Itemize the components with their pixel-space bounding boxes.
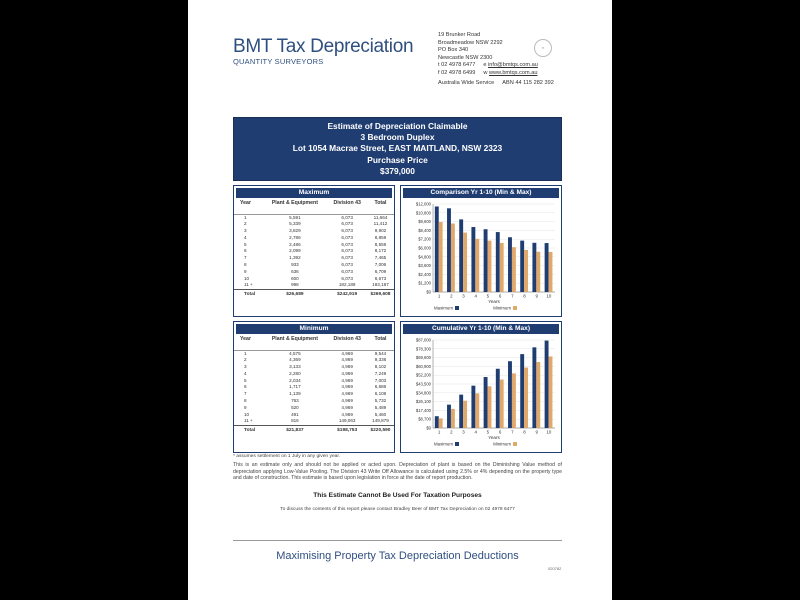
table-row	[234, 378, 394, 385]
contact-line: To discuss the contents of this report please contact Bradley Beer of BMT Tax Depreciation on 02 4978 6477	[280, 507, 515, 512]
minimum-table-panel	[233, 321, 395, 453]
address-line: 19 Brunker Road	[438, 32, 481, 38]
bar-minimum-year-5	[488, 386, 492, 428]
x-tick-label: 2	[450, 429, 453, 435]
bar-maximum-year-2	[447, 405, 451, 428]
table-row	[234, 384, 394, 391]
bar-minimum-year-4	[475, 393, 479, 428]
total-cell: Total	[234, 426, 262, 436]
bar-minimum-year-5	[488, 241, 492, 292]
table-cell: 2	[244, 221, 247, 227]
col-header: Division 43	[327, 334, 367, 350]
total-cell: $220,590	[367, 426, 394, 436]
table-cell: 4,969	[341, 404, 353, 410]
bar-minimum-year-9	[536, 252, 540, 292]
col-header: Plant & Equipment	[262, 334, 327, 350]
col-header: Total	[367, 198, 394, 214]
x-tick-label: 1	[437, 429, 441, 435]
bar-maximum-year-5	[484, 229, 488, 292]
table-cell: 9,902	[374, 228, 387, 234]
y-tick-label: $7,200	[418, 236, 431, 242]
table-cell: 183,187	[372, 282, 389, 288]
y-tick-label: $43,500	[415, 381, 431, 387]
total-cell: $198,753	[327, 426, 367, 436]
title-line: 3 Bedroom Duplex	[360, 132, 435, 143]
table-cell: 4,969	[341, 350, 353, 356]
x-tick-label: 5	[486, 429, 490, 435]
table-cell: 149,879	[372, 418, 389, 424]
table-cell: 8,102	[374, 364, 387, 370]
table-cell: 1,392	[289, 255, 301, 261]
y-tick-label: $8,400	[418, 227, 431, 233]
table-row	[234, 364, 394, 371]
table-cell: 5	[244, 241, 247, 247]
table-cell: 5,591	[289, 214, 301, 220]
comparison-chart-title: Comparison Yr 1-10 (Min & Max)	[403, 188, 559, 198]
title-line: Lot 1054 Macrae Street, EAST MAITLAND, NSW 2323	[292, 143, 503, 154]
col-header: Year	[234, 198, 262, 214]
table-row	[234, 262, 394, 269]
legend-label: Maximum	[433, 305, 453, 311]
title-line: Estimate of Depreciation Claimable	[327, 121, 468, 131]
table-cell: 4	[244, 370, 247, 376]
table-cell: 6,073	[341, 221, 353, 227]
bar-maximum-year-2	[447, 208, 451, 292]
col-header: Division 43	[327, 198, 367, 214]
table-row	[234, 391, 394, 398]
table-cell: 6,673	[374, 275, 387, 281]
table-cell: 6,073	[341, 228, 353, 234]
company-logo	[233, 36, 413, 66]
table-cell: 6,073	[341, 275, 353, 281]
table-row	[234, 276, 394, 283]
y-tick-label: $78,300	[415, 346, 431, 352]
x-tick-label: 9	[535, 293, 538, 299]
x-tick-label: 4	[474, 429, 477, 435]
purchase-price: $379,000	[380, 165, 415, 176]
table-cell: 9	[244, 404, 247, 410]
website-link[interactable]: www.bmtqs.com.au	[488, 69, 538, 76]
divider	[233, 540, 562, 541]
total-cell: $21,837	[262, 426, 327, 436]
table-cell: 1	[244, 214, 247, 220]
y-tick-label: $10,800	[415, 210, 431, 216]
table-cell: 6	[244, 248, 247, 254]
disclaimer: This is an estimate only and should not be applied or acted upon. Depreciation of plant is based on the Diminishing Value method of depreciation applying Low-Value Pooling. The Division 43 Write Off Allowance is calculated using 2.5% or 4% depending on the property type and date of construction. This estimate is based upon legislation in force at the date of report production.	[233, 462, 562, 482]
table-cell: 8,559	[374, 241, 387, 247]
y-tick-label: $0	[426, 289, 431, 295]
abn: ABN 44 115 282 392	[502, 79, 554, 86]
table-cell: 6,108	[374, 391, 387, 397]
table-cell: 6,073	[341, 268, 353, 274]
table-cell: 4,969	[341, 377, 353, 383]
fax-label: f	[438, 69, 440, 76]
bar-maximum-year-1	[435, 416, 439, 428]
table-cell: 4,969	[341, 398, 353, 404]
y-tick-label: $17,400	[415, 407, 431, 413]
table-cell: 933	[291, 262, 299, 268]
y-tick-label: $9,600	[418, 219, 431, 225]
table-cell: 4	[244, 234, 247, 240]
address-line: PO Box 340	[438, 47, 469, 54]
table-cell: 2,099	[289, 248, 301, 254]
logo-bmt: BMT	[233, 36, 272, 57]
table-row	[234, 412, 394, 419]
col-header: Total	[367, 334, 394, 350]
table-row	[234, 228, 394, 235]
table-cell: 8	[244, 398, 247, 404]
y-tick-label: $34,800	[415, 390, 431, 396]
table-cell: 9	[244, 268, 247, 274]
table-cell: 5,489	[374, 404, 387, 410]
x-tick-label: 5	[486, 293, 490, 299]
table-cell: 11 +	[244, 418, 253, 424]
cumulative-chart-title: Cumulative Yr 1-10 (Min & Max)	[403, 324, 559, 334]
bar-minimum-year-4	[475, 239, 479, 292]
bar-maximum-year-5	[484, 377, 488, 428]
table-row	[234, 371, 394, 378]
comparison-chart	[401, 198, 561, 316]
total-cell: Total	[234, 290, 262, 300]
table-cell: 4,969	[341, 357, 353, 363]
bar-maximum-year-8	[520, 354, 524, 428]
table-cell: 2,280	[289, 370, 301, 376]
bar-minimum-year-6	[500, 380, 504, 428]
total-cell: $269,608	[367, 290, 394, 300]
y-tick-label: $60,900	[415, 363, 431, 369]
table-cell: 182,189	[338, 282, 356, 288]
seal-icon: ●	[534, 39, 552, 57]
table-cell: 8	[244, 262, 247, 268]
bar-minimum-year-6	[500, 243, 504, 292]
bar-maximum-year-3	[459, 219, 463, 292]
bar-minimum-year-10	[549, 356, 553, 428]
x-tick-label: 6	[498, 293, 502, 299]
table-cell: 7,465	[374, 255, 387, 261]
table-cell: 4,969	[341, 384, 353, 390]
bar-minimum-year-7	[512, 373, 516, 428]
web-label: w	[483, 69, 488, 76]
y-tick-label: $12,000	[415, 201, 431, 207]
x-tick-label: 7	[511, 293, 514, 299]
phone: 02 4978 6477	[441, 62, 476, 69]
bar-maximum-year-10	[545, 341, 549, 428]
table-cell: 6,686	[374, 384, 387, 390]
y-tick-label: $2,400	[418, 271, 431, 277]
bar-minimum-year-2	[451, 409, 455, 428]
col-header: Year	[234, 334, 262, 350]
table-cell: 816	[291, 418, 299, 424]
table-cell: 636	[291, 268, 299, 274]
table-cell: 5,339	[289, 221, 301, 227]
maximum-heading: Maximum	[236, 188, 392, 198]
phone-label: t	[438, 62, 440, 69]
y-tick-label: $52,200	[415, 372, 431, 378]
table-cell: 4,969	[341, 411, 353, 417]
table-cell: 11,664	[373, 214, 388, 220]
bar-maximum-year-4	[471, 227, 475, 292]
bar-minimum-year-3	[463, 401, 467, 428]
y-tick-label: $87,000	[415, 337, 431, 343]
total-cell: $242,919	[327, 290, 367, 300]
table-row	[234, 248, 394, 255]
bar-maximum-year-6	[496, 232, 500, 292]
footnote: * assumes settlement on 1 July in any given year.	[233, 454, 341, 459]
table-cell: 6,073	[341, 214, 353, 220]
table-cell: 6,073	[341, 234, 353, 240]
table-row	[234, 214, 394, 221]
bar-minimum-year-9	[536, 362, 540, 428]
bar-maximum-year-1	[435, 206, 439, 292]
y-tick-label: $69,600	[415, 355, 431, 361]
x-tick-label: 4	[474, 293, 477, 299]
table-cell: 7	[244, 391, 247, 397]
table-cell: 3,829	[289, 228, 301, 234]
bar-minimum-year-1	[439, 222, 443, 292]
table-cell: 5,460	[374, 411, 387, 417]
bar-minimum-year-7	[512, 247, 516, 292]
x-axis-label: Years	[488, 299, 500, 304]
table-cell: 1,139	[289, 391, 301, 397]
table-row	[234, 418, 394, 425]
table-cell: 149,063	[338, 418, 356, 424]
address-line: Broadmeadow NSW 2292	[438, 39, 503, 46]
table-row	[234, 255, 394, 262]
table-cell: 2,486	[289, 241, 301, 247]
table-cell: 4,369	[289, 357, 301, 363]
comparison-chart-panel	[400, 185, 562, 317]
address-line: Newcastle NSW 2300	[438, 54, 493, 61]
y-tick-label: $8,700	[418, 416, 431, 422]
table-cell: 5	[244, 377, 247, 383]
table-cell: 4,969	[341, 391, 353, 397]
legend-label: Minimum	[493, 305, 511, 311]
x-tick-label: 6	[498, 429, 502, 435]
total-cell: $26,689	[262, 290, 327, 300]
bar-maximum-year-9	[532, 243, 536, 292]
table-cell: 6,073	[341, 255, 353, 261]
table-cell: 3	[244, 228, 247, 234]
bar-minimum-year-10	[549, 252, 553, 292]
legend-label: Maximum	[433, 441, 453, 447]
table-cell: 9,338	[374, 357, 387, 363]
legend-swatch	[513, 442, 517, 446]
table-cell: 5,732	[374, 398, 387, 404]
legend-swatch	[455, 442, 459, 446]
table-row	[234, 398, 394, 405]
estimate-title-box	[233, 117, 562, 181]
table-row	[234, 282, 394, 289]
table-cell: 7,003	[374, 377, 387, 383]
table-cell: 6	[244, 384, 247, 390]
bar-minimum-year-3	[463, 233, 467, 292]
logo-tax-depreciation: Tax Depreciation	[271, 36, 414, 57]
bar-maximum-year-3	[459, 395, 463, 428]
table-cell: 11,412	[373, 221, 388, 227]
table-cell: 600	[291, 275, 299, 281]
table-row	[234, 405, 394, 412]
legend-swatch	[513, 306, 517, 310]
minimum-heading: Minimum	[236, 324, 392, 334]
x-tick-label: 8	[523, 293, 526, 299]
table-cell: 4,969	[341, 364, 353, 370]
table-cell: 2,786	[289, 234, 301, 240]
table-row	[234, 242, 394, 249]
table-cell: 4,575	[289, 350, 301, 356]
y-tick-label: $0	[426, 425, 431, 431]
y-tick-label: $3,600	[418, 263, 431, 269]
x-tick-label: 7	[511, 429, 514, 435]
table-cell: 7	[244, 255, 247, 261]
x-tick-label: 10	[546, 293, 552, 299]
bar-maximum-year-7	[508, 361, 512, 428]
total-row	[234, 426, 394, 436]
table-cell: 1,717	[289, 384, 301, 390]
table-cell: 10	[244, 411, 250, 417]
x-axis-label: Years	[488, 435, 500, 440]
x-tick-label: 10	[546, 429, 552, 435]
total-row	[234, 290, 394, 300]
table-cell: 1	[244, 350, 247, 356]
maximum-table-panel	[233, 185, 395, 317]
x-tick-label: 3	[462, 429, 465, 435]
x-tick-label: 1	[437, 293, 441, 299]
bar-minimum-year-1	[439, 418, 443, 428]
logo-subtitle: QUANTITY SURVEYORS	[233, 57, 324, 66]
minimum-table	[234, 334, 394, 435]
table-cell: 520	[291, 404, 299, 410]
taxation-warning: This Estimate Cannot Be Used For Taxation Purposes	[313, 492, 482, 499]
table-cell: 3	[244, 364, 247, 370]
bar-maximum-year-8	[520, 241, 524, 292]
table-cell: 763	[291, 398, 299, 404]
table-cell: 7,006	[374, 262, 387, 268]
table-row	[234, 269, 394, 276]
table-row	[234, 357, 394, 364]
report-page	[188, 0, 612, 600]
table-cell: 10	[244, 275, 250, 281]
y-tick-label: $1,200	[418, 280, 431, 286]
x-tick-label: 2	[450, 293, 453, 299]
fax: 02 4978 6499	[441, 69, 476, 76]
legend-swatch	[455, 306, 459, 310]
cumulative-chart-panel	[400, 321, 562, 453]
y-tick-label: $6,000	[418, 245, 431, 251]
table-cell: 491	[291, 411, 299, 417]
table-cell: 2,034	[289, 377, 301, 383]
bar-minimum-year-8	[524, 368, 528, 428]
table-row	[234, 221, 394, 228]
table-cell: 4,969	[341, 370, 353, 376]
bar-minimum-year-8	[524, 250, 528, 292]
x-tick-label: 9	[535, 429, 538, 435]
maximum-table	[234, 198, 394, 299]
table-row	[234, 235, 394, 242]
col-header: Plant & Equipment	[262, 198, 327, 214]
email-link[interactable]: info@bmtqs.com.au	[488, 62, 538, 69]
table-cell: 8,172	[374, 248, 387, 254]
legend-label: Minimum	[493, 441, 511, 447]
table-cell: 6,073	[341, 241, 353, 247]
cumulative-chart	[401, 334, 561, 452]
bar-maximum-year-6	[496, 369, 500, 428]
table-cell: 3,133	[289, 364, 301, 370]
table-cell: 6,073	[341, 248, 353, 254]
table-cell: 11 +	[244, 282, 253, 288]
table-cell: 2	[244, 357, 247, 363]
table-cell: 998	[291, 282, 299, 288]
title-line: Purchase Price	[367, 154, 428, 165]
bar-maximum-year-4	[471, 386, 475, 428]
bar-maximum-year-10	[545, 243, 549, 292]
bar-maximum-year-7	[508, 237, 512, 292]
document-code: 020782	[548, 566, 562, 571]
table-cell: 6,073	[341, 262, 353, 268]
y-tick-label: $4,800	[418, 254, 431, 260]
table-cell: 6,709	[374, 268, 387, 274]
table-row	[234, 350, 394, 357]
table-cell: 8,859	[374, 234, 387, 240]
table-cell: 7,249	[374, 370, 387, 376]
y-tick-label: $26,100	[415, 399, 431, 405]
table-cell: 9,544	[374, 350, 387, 356]
email-label: e	[483, 62, 487, 69]
bar-maximum-year-9	[532, 347, 536, 428]
bar-minimum-year-2	[451, 224, 455, 292]
x-tick-label: 8	[523, 429, 526, 435]
service-area: Australia Wide Service	[438, 79, 495, 86]
footer-tagline: Maximising Property Tax Depreciation Deductions	[276, 550, 519, 562]
x-tick-label: 3	[462, 293, 465, 299]
